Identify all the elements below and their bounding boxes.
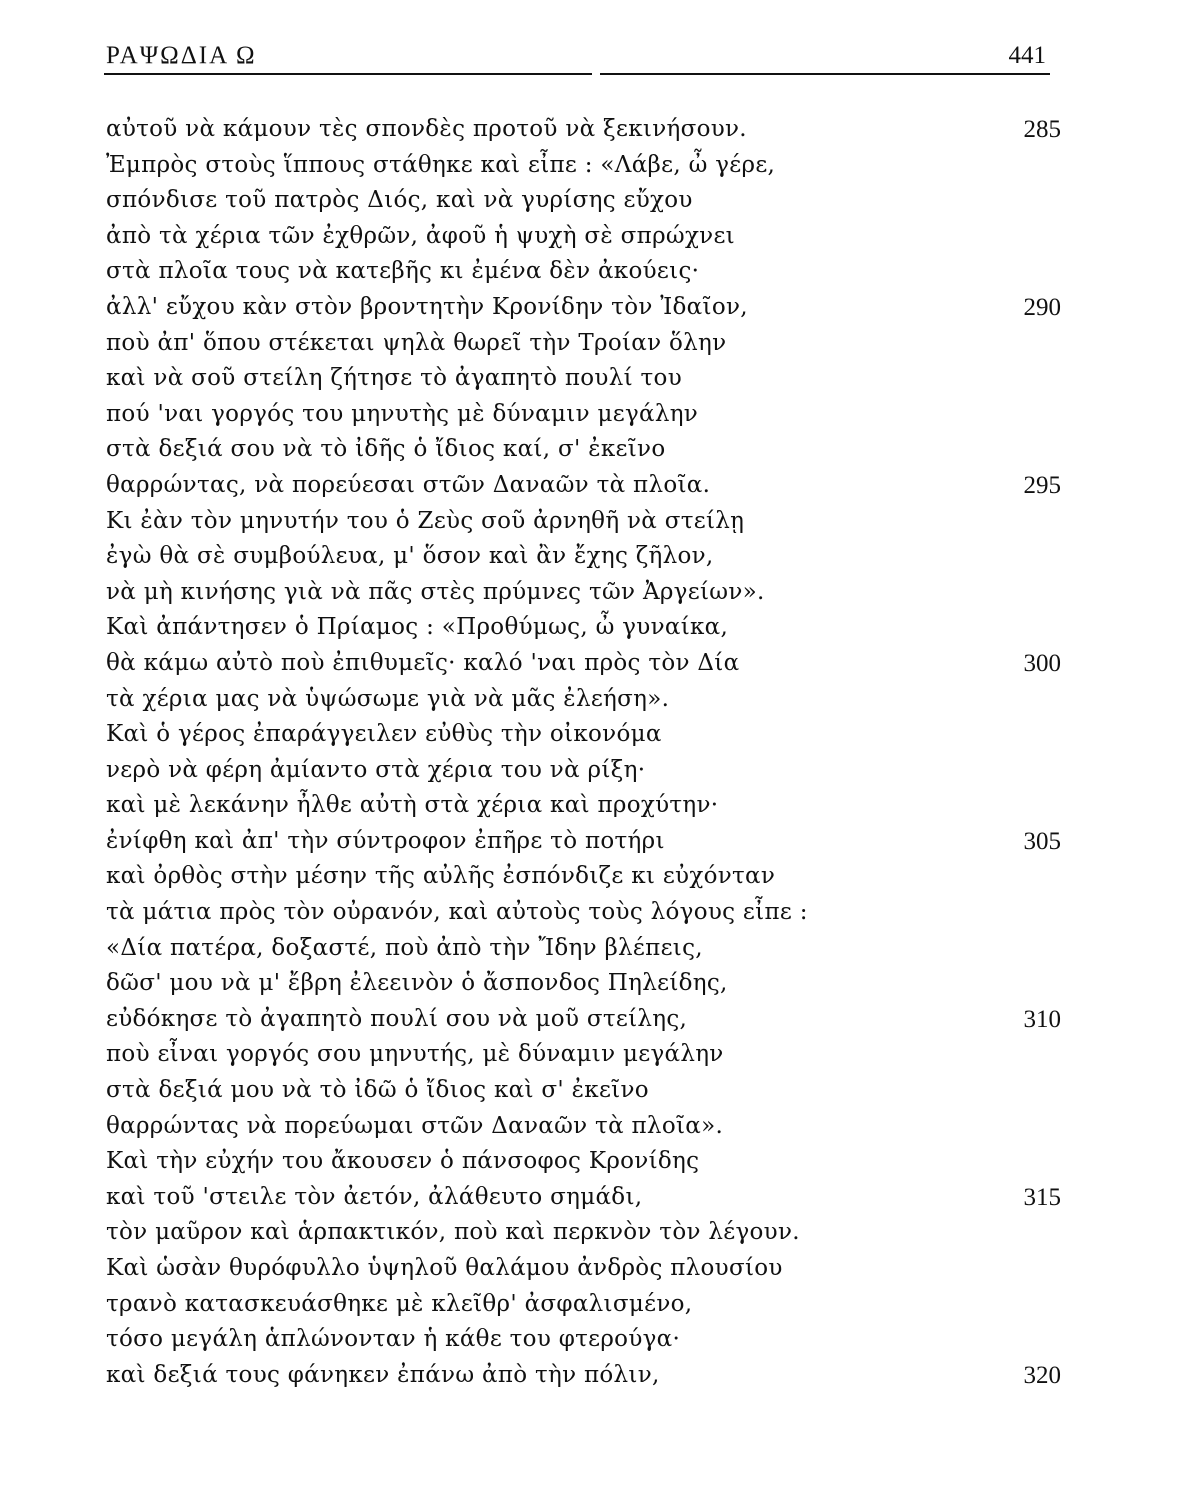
verse-text: ἐγὼ θὰ σὲ συμβούλευα, μ' ὅσον καὶ ἂν ἔχης ζῆλον, [106,543,714,570]
running-title: ΡΑΨΩΔΙΑ Ω [106,42,257,69]
verse-line [106,1180,1061,1216]
verse-line [106,148,1061,184]
verse-text: νὰ μὴ κινήσης γιὰ νὰ πᾶς στὲς πρύμνες τῶν Ἀργείων». [106,578,765,605]
verse-line [106,397,1061,433]
verse-line [106,219,1061,255]
verse-text: θὰ κάμω αὐτὸ ποὺ ἐπιθυμεῖς· καλό 'ναι πρὸς τὸν Δία [106,649,740,676]
verse-line [106,183,1061,219]
verse-line [106,788,1061,824]
verse-text: Καὶ ἀπάντησεν ὁ Πρίαμος : «Προθύμως, ὦ γυναίκα, [106,614,729,641]
verse-text: τόσο μεγάλη ἁπλώνονταν ἡ κάθε του φτερούγα· [106,1326,681,1353]
line-number: 290 [1023,293,1061,321]
verse-line [106,824,1061,860]
verse-line [106,254,1061,290]
verse-line [106,966,1061,1002]
verse-line [106,1037,1061,1073]
line-number: 310 [1023,1005,1061,1033]
verse-text: στὰ πλοῖα τους νὰ κατεβῆς κι ἐμένα δὲν ἀκούεις· [106,258,700,285]
verse-text: στὰ δεξιά μου νὰ τὸ ἰδῶ ὁ ἴδιος καὶ σ' ἐκεῖνο [106,1077,649,1104]
verse-line [106,859,1061,895]
verse-text: θαρρώντας, νὰ πορεύεσαι στῶν Δαναῶν τὰ πλοῖα. [106,471,711,498]
verse-line [106,1358,1061,1394]
verse-line [106,504,1061,540]
verse-text: καὶ ὀρθὸς στὴν μέσην τῆς αὐλῆς ἐσπόνδιζε κι εὐχόνταν [106,863,776,890]
verse-text: τὸν μαῦρον καὶ ἁρπακτικόν, ποὺ καὶ περκνὸν τὸν λέγουν. [106,1219,800,1246]
verse-list [106,112,1061,1393]
verse-line [106,112,1061,148]
line-number: 315 [1023,1183,1061,1211]
verse-line [106,290,1061,326]
verse-text: καὶ μὲ λεκάνην ἦλθε αὐτὴ στὰ χέρια καὶ προχύτην· [106,792,719,819]
verse-text: Καὶ ὁ γέρος ἐπαράγγειλεν εὐθὺς τὴν οἰκονόμα [106,721,662,748]
verse-text: τὰ χέρια μας νὰ ὑψώσωμε γιὰ νὰ μᾶς ἐλεήση». [106,685,670,712]
line-number: 305 [1023,827,1061,855]
verse-line [106,539,1061,575]
verse-text: τὰ μάτια πρὸς τὸν οὐρανόν, καὶ αὐτοὺς τοὺς λόγους εἶπε : [106,899,808,926]
header-rule-right [600,73,1050,75]
verse-text: Καὶ τὴν εὐχήν του ἄκουσεν ὁ πάνσοφος Κρονίδης [106,1148,700,1175]
verse-text: εὐδόκησε τὸ ἀγαπητὸ πουλί σου νὰ μοῦ στείλης, [106,1005,688,1032]
verse-text: αὐτοῦ νὰ κάμουν τὲς σπονδὲς προτοῦ νὰ ξεκινήσουν. [106,116,747,142]
verse-line [106,1073,1061,1109]
verse-line [106,753,1061,789]
verse-text: ἀλλ' εὔχου κὰν στὸν βροντητὴν Κρονίδην τὸν Ἰδαῖον, [106,293,748,320]
line-number: 295 [1023,471,1061,499]
verse-text: στὰ δεξιά σου νὰ τὸ ἰδῆς ὁ ἴδιος καί, σ' ἐκεῖνο [106,436,666,463]
verse-line [106,717,1061,753]
verse-line [106,361,1061,397]
verse-line [106,1144,1061,1180]
verse-text: νερὸ νὰ φέρη ἀμίαντο στὰ χέρια του νὰ ρίξη· [106,756,646,783]
verse-text: ποὺ ἀπ' ὅπου στέκεται ψηλὰ θωρεῖ τὴν Τροίαν ὅλην [106,329,727,356]
verse-line [106,1287,1061,1323]
line-number: 285 [1023,116,1061,143]
verse-line [106,895,1061,931]
verse-text: Κι ἐὰν τὸν μηνυτήν του ὁ Ζεὺς σοῦ ἀρνηθῆ νὰ στείλῃ [106,507,745,534]
verse-line [106,1215,1061,1251]
verse-text: καὶ τοῦ 'στειλε τὸν ἀετόν, ἀλάθευτο σημάδι, [106,1183,643,1210]
verse-text: πού 'ναι γοργός του μηνυτὴς μὲ δύναμιν μεγάλην [106,400,699,427]
line-number: 300 [1023,649,1061,677]
verse-text: Καὶ ὡσὰν θυρόφυλλο ὑψηλοῦ θαλάμου ἀνδρὸς πλουσίου [106,1255,783,1281]
verse-text: δῶσ' μου νὰ μ' ἔβρη ἐλεεινὸν ὁ ἄσπονδος Πηλείδης, [106,970,728,997]
verse-line [106,432,1061,468]
header-rule-left [104,73,592,75]
verse-line [106,575,1061,611]
verse-text: καὶ νὰ σοῦ στείλη ζήτησε τὸ ἀγαπητὸ πουλί του [106,365,682,392]
verse-line [106,1109,1061,1145]
page-number: 441 [1008,42,1046,69]
verse-line [106,1322,1061,1358]
verse-line [106,646,1061,682]
verse-text: ἀπὸ τὰ χέρια τῶν ἐχθρῶν, ἀφοῦ ἡ ψυχὴ σὲ σπρώχνει [106,222,735,249]
verse-text: ποὺ εἶναι γοργός σου μηνυτής, μὲ δύναμιν μεγάλην [106,1041,724,1068]
verse-text: τρανὸ κατασκευάσθηκε μὲ κλεῖθρ' ἀσφαλισμένο, [106,1290,693,1317]
verse-text: θαρρώντας νὰ πορεύωμαι στῶν Δαναῶν τὰ πλοῖα». [106,1112,724,1139]
verse-line [106,1251,1061,1287]
running-head [106,36,1046,76]
verse-line [106,610,1061,646]
verse-line [106,326,1061,362]
line-number: 320 [1023,1361,1061,1389]
verse-text: ἐνίφθη καὶ ἀπ' τὴν σύντροφον ἐπῆρε τὸ ποτήρι [106,827,665,854]
verse-line [106,1002,1061,1038]
verse-text: καὶ δεξιά τους φάνηκεν ἐπάνω ἀπὸ τὴν πόλιν, [106,1361,660,1388]
verse-line [106,931,1061,967]
verse-text: σπόνδισε τοῦ πατρὸς Διός, καὶ νὰ γυρίσης εὔχου [106,187,693,214]
verse-text: «Δία πατέρα, δοξαστέ, ποὺ ἀπὸ τὴν Ἴδην βλέπεις, [106,934,703,961]
verse-line [106,682,1061,718]
verse-text: Ἐμπρὸς στοὺς ἵππους στάθηκε καὶ εἶπε : «Λάβε, ὦ γέρε, [106,151,776,178]
verse-line [106,468,1061,504]
